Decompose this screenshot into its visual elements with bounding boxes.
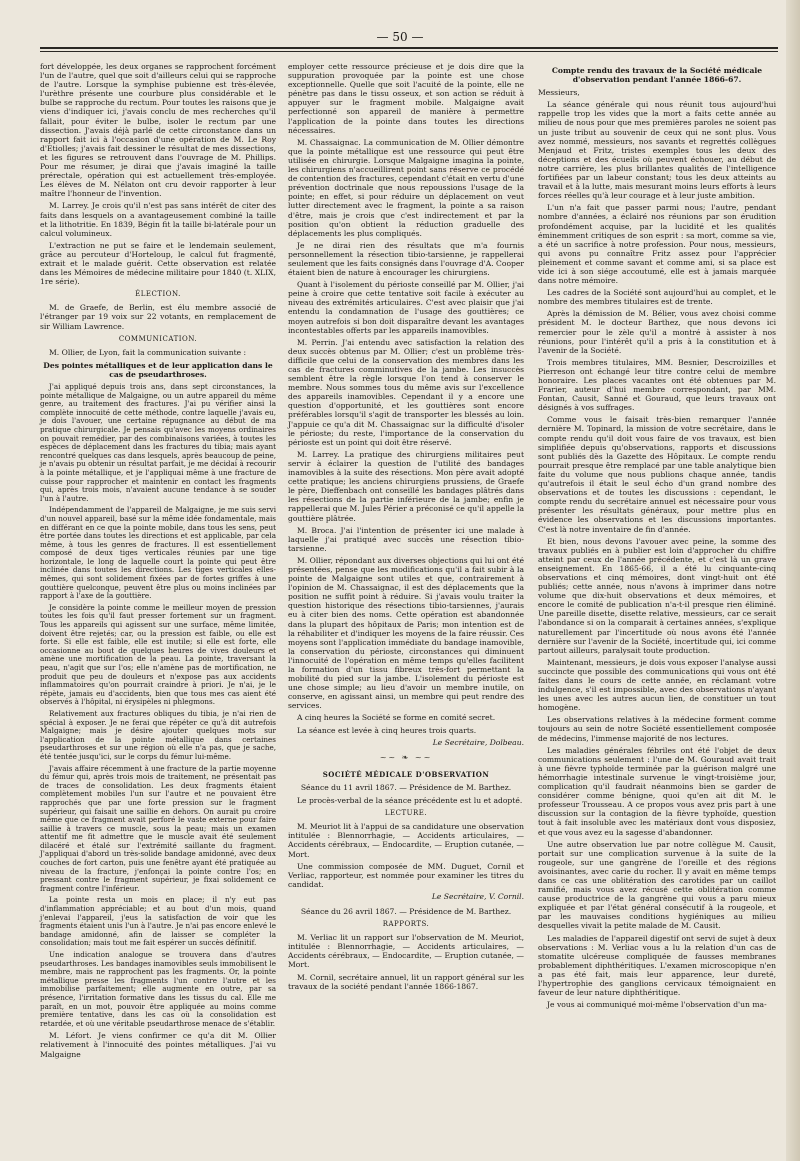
paragraph: M. Larrey. La pratique des chirurgiens militaires peut servir à éclairer la question de l'utilité des bandages inamovibles à la suite des résections. Mon père avait adopté cette pratique; les anciens chirurgiens prussiens, de Graefe le père, Dieffenbach ont conseillé les bandages plâtrés dans les résections de la partie inférieure de la jambe; enfin je rappellerai que M. Jules Périer a préconisé ce qu'il appelle la gouttière plâtrée. (288, 449, 524, 523)
paragraph: employer cette ressource précieuse et je dois dire que la suppuration provoquée par la pointe est une chose exceptionnelle. Quelle que soit l'acuité de la pointe, elle ne pénètre pas dans le tissu osseux, et son action se réduit à appuyer sur le fragment mobile. Malgaigne avait perfectionné son appareil de manière à permettre l'application de la pointe dans toutes les directions nécessaires. (288, 62, 524, 135)
section-heading: RAPPORTS. (382, 920, 430, 929)
paragraph: L'extraction ne put se faire et le lendemain seulement, grâce au percuteur d'Horteloup, le calcul fut fragmenté, extrait et le malade guérit. Cette observation est relatée dans les Mémoires de médecine militaire pour 1840 (t. XLIX, 1re série). (40, 240, 276, 287)
paragraph: Je ne dirai rien des résultats que m'a fournis personnellement la résection tibio-tarsienne, je rappellerai seulement que les faits consignés dans l'ouvrage d'A. Cooper étaient bien de nature à encourager les chirurgiens. (288, 240, 524, 278)
paragraph: Le procès-verbal de la séance précédente est lu et adopté. (297, 796, 523, 806)
paragraph: Après la démission de M. Bélier, vous avez choisi comme président M. le docteur Barthez, que nous devons ici remercier pour le zèle qu'il a montré à assister à nos réunions, pour l'intérêt qu'il a pris à la constitution et à l'avenir de la Société. (538, 309, 776, 355)
report-title: Compte rendu des travaux de la Société médicale d'observation pendant l'année 1866-67. (551, 66, 763, 85)
paragraph: Trois membres titulaires, MM. Besnier, Descroizilles et Pierreson ont échangé leur titre contre celui de membre honoraire. Les places vacantes ont été obtenues par M. Frarier, auteur d'hui membre correspondant, par MM. Fontan, Causit, Sanné et Gouraud, que leurs travaux ont désignés à vos suffrages. (538, 357, 776, 413)
signature: Le Secrétaire, V. Cornil. (431, 891, 524, 901)
header-rule (40, 47, 778, 49)
page-header (0, 20, 800, 54)
paragraph: M. Ollier, répondant aux diverses objections qui lui ont été présentées, pense que les modifications qu'il a fait subir à la pointe de Malgaigne sont utiles et que, contrairement à l'opinion de M. Chassaignac, il est des déplacements que la position ne suffit point à réduire. Si j'avais voulu traiter la question historique des résections tibio-tarsiennes, j'aurais eu à citer bien des noms. Cette opération est abandonnée dans la plupart des hôpitaux de Paris; mon intention est de la réhabiliter et d'indiquer les moyens de la faire réussir. Ces moyens sont l'application immédiate du bandage inamovible, la conservation du périoste, circonstances qui diminuent l'innocuité de l'opération en même temps qu'elles facilitent la formation d'un tissu fibreux très-fort permettant la mobilité du pied sur la jambe. L'isolement du périoste est une chose simple; au lieu d'avoir un membre inutile, on conserve, en agissant ainsi, un membre qui peut rendre des services. (288, 555, 524, 711)
article-title: Des pointes métalliques et de leur application dans le cas de pseudarthroses. (43, 360, 273, 379)
paragraph: Je vous ai communiqué moi-même l'observation d'un ma- (547, 1000, 767, 1010)
society-title: SOCIÉTÉ MÉDICALE D'OBSERVATION (322, 769, 490, 779)
paragraph: M. Larrey. Je crois qu'il n'est pas sans intérêt de citer des faits dans lesquels on a avantageusement combiné la taille et la lithotritie. En 1839, Bégin fit la taille bi-latérale pour un calcul volumineux. (40, 201, 276, 238)
paragraph: L'un n'a fait que passer parmi nous; l'autre, pendant nombre d'années, a éclairé nos réunions par son érudition profondément acquise, par la lucidité et les qualités éminemment critiques de son esprit : sa mort, comme sa vie, a été un sacrifice à notre profession. Pour nous, messieurs, qui avons pu connaître Fritz assez pour l'apprécier pleinement et comme savant et comme ami, si sa place est vide ici à son siége accoutumé, elle est à jamais marquée dans notre mémoire. (538, 203, 776, 286)
paragraph: M. Léfort. Je viens confirmer ce qu'a dit M. Ollier relativement à l'innocuité des pointes métalliques. J'ai vu Malgaigne (40, 1031, 276, 1059)
paragraph: Une commission composée de MM. Duguet, Cornil et Verliac, rapporteur, est nommée pour examiner les titres du candidat. (288, 861, 524, 889)
section-heading: COMMUNICATION. (118, 334, 198, 343)
paragraph: J'ai appliqué depuis trois ans, dans sept circonstances, la pointe métallique de Malgaigne, ou un autre appareil du même genre, au traitement des fractures. J'ai pu vérifier ainsi la complète innocuité de cette méthode, contre laquelle j'avais eu, je dois l'avouer, une certaine répugnance au début de ma pratique chirurgicale. Je pensais qu'avec les moyens ordinaires on pouvait remédier, par des combinaisons variées, à toutes les espèces de déplacement dans les fractures du tibia; mais ayant rencontré quelques cas dans lesquels, après beaucoup de peine, je n'avais pu obtenir un résultat parfait, je me décidai à recourir à la pointe métallique, et je l'appliquai même à une fracture de cuisse pour rapprocher et maintenir en contact les fragments qui, après trois mois, n'avaient aucune tendance à se souder l'un à l'autre. (40, 382, 276, 503)
paragraph: Les maladies générales fébriles ont été l'objet de deux communications seulement : l'une de M. Gouraud avait trait à une fièvre typhoïde terminée par la guérison malgré une hémorrhagie intestinale survenue le vingt-troisième jour, complication qu'il faudrait néanmoins bien se garder de considérer comme bénigne, quoi qu'en ait dit M. le professeur Trousseau. A ce propos vous avez pris part à une discussion sur la contagion de la fièvre typhoïde, question tout à fait insoluble avec les matériaux dont vous disposiez, et que vous avez eu la sagesse d'abandonner. (538, 745, 776, 837)
paragraph: La pointe resta un mois en place; il n'y eut pas d'inflammation appréciable; et au bout d'un mois, quand j'enlevai l'appareil, j'eus la satisfaction de voir que les fragments étaient unis l'un à l'autre. Je n'ai pas encore enlevé le bandage amidonné, afin de laisser se compléter la consolidation; mais tout me fait espérer un succès définitif. (40, 895, 276, 948)
header-rule-thin (40, 51, 778, 52)
section-heading: ÉLECTION. (135, 290, 181, 299)
page-edge-shadow (786, 0, 800, 1161)
column-3 (538, 62, 776, 1012)
paragraph: Une autre observation lue par notre collègue M. Causit, portait sur une complication survenue à la suite de la rougeole, sur une gangrène de l'oreille et des régions avoisinantes, avec carie du rocher. Il y avait en même temps dans ce cas une oblitération des carotides par un caillot ramifié, mais vous avez récusé cette oblitération comme cause productrice de la gangrène qui vous a paru mieux expliquée et par l'état général consécutif à la rougeole, et par les mauvaises conditions hygiéniques au milieu desquelles vivait la petite malade de M. Causit. (538, 839, 776, 931)
paragraph: Maintenant, messieurs, je dois vous exposer l'analyse aussi succincte que possible des communications qui vous ont été faites dans le cours de cette année, en réclamant votre indulgence, s'il est impossible, avec des observations n'ayant les unes avec les autres aucun lien, de constituer un tout homogène. (538, 657, 776, 713)
column-1 (40, 62, 276, 1062)
paragraph: J'avais affaire récemment à une fracture de la partie moyenne du fémur qui, après trois mois de traitement, ne présentait pas de traces de consolidation. Les deux fragments étaient complètement mobiles l'un sur l'autre et ne pouvaient être rapprochés que par une forte pression sur le fragment supérieur, qui faisait une saillie en dehors. On aurait pu croire même que ce fragment avait perforé le vaste externe pour faire saillie à travers ce muscle, sous la peau; mais un examen attentif me fit admettre que le muscle avait été seulement dilacéré et étalé sur l'extrémité saillante du fragment. J'appliquai d'abord un très-solide bandage amidonné, avec deux couches de fort carton, puis une fenêtre ayant été pratiquée au niveau de la fracture, j'enfonçai la pointe contre l'os; en pressant contre le fragment supérieur, je fixai solidement ce fragment contre l'inférieur. (40, 763, 276, 893)
section-heading: LECTURE. (384, 809, 428, 818)
paragraph: M. Perrin. J'ai entendu avec satisfaction la relation des deux succès obtenus par M. Ollier; c'est un problème très-difficile que celui de la conservation des membres dans les cas de fractures comminutives de la jambe. Les insuccès semblent être la règle lorsque l'on tend à conserver le membre. Nous sommes tous du même avis sur l'excellence des appareils inamovibles. Cependant il y a encore une question d'opportunité, et les gouttières sont encore préférables lorsqu'il s'agit de transporter les blessés au loin. J'appuie ce qu'a dit M. Chassaignac sur la difficulté d'isoler le périoste; du reste, l'importance de la conservation du périoste est un point qui doit être réservé. (288, 337, 524, 447)
paragraph: Comme vous le faisait très-bien remarquer l'année dernière M. Topinard, la mission de votre secrétaire, dans le compte rendu qu'il doit vous faire de vos travaux, est bien simplifiée depuis qu'observations, rapports et discussions sont publiés dès la Gazette des Hôpitaux. Le compte rendu pourrait presque être remplacé par une table analytique bien faite du volume que nous publions chaque année, tandis qu'autrefois il était le seul écho d'un grand nombre des observations et de toutes les discussions : cependant, le compte rendu du secrétaire annuel est nécessaire pour vous présenter les résultats généraux, pour mettre plus en évidence les observations et les discussions importantes. C'est là notre inventaire de fin d'année. (538, 415, 776, 534)
paragraph: Quant à l'isolement du périoste conseillé par M. Ollier, j'ai peine à croire que cette tentative soit facile à exécuter au niveau des extrémités articulaires. C'est avec plaisir que j'ai entendu la condamnation de l'usage des gouttières; ce moyen autrefois si bon doit disparaître devant les avantages incontestables offerts par les appareils inamovibles. (288, 280, 524, 335)
paragraph: Les cadres de la Société sont aujourd'hui au complet, et le nombre des membres titulaires est de trente. (538, 288, 776, 307)
paragraph: M. de Graefe, de Berlin, est élu membre associé de l'étranger par 19 voix sur 22 votants, en remplacement de sir William Lawrence. (40, 303, 276, 331)
paragraph: Relativement aux fractures obliques du tibia, je n'ai rien de spécial à exposer. Je ne ferai que répéter ce qu'à dit autrefois Malgaigne; mais je désire ajouter quelques mots sur l'application de la pointe métallique dans certaines pseudarthroses et sur une région où elle n'a pas, que je sache, été tentée jusqu'ici, sur le corps du fémur lui-même. (40, 708, 276, 761)
meeting-date: Séance du 26 avril 1867. — Présidence de M. Barthez. (300, 906, 512, 916)
paragraph: M. Verliac lit un rapport sur l'observation de M. Meuriot, intitulée : Blennorrhagie, — Accidents articulaires, — Accidents cérébraux, — Endocardite, — Eruption cutanée, — Mort. (288, 933, 524, 970)
paragraph: M. Chassaignac. La communication de M. Ollier démontre que la pointe métallique est une ressource qui peut être utilisée en chirurgie. Lorsque Malgaigne imagina la pointe, les chirurgiens n'accueillirent point sans réserve ce procédé de contention des fractures, cependant c'était en vertu d'une prévention doctrinale que nous repoussions l'usage de la pointe; en effet, si pour réduire un déplacement on veut lutter directement avec le fragment, la pointe a sa raison d'être, mais je crois que c'est indirectement et par la position qu'on obtient la réduction graduelle des déplacements les plus compliqués. (288, 137, 524, 238)
signature: Le Secrétaire, Dolbeau. (432, 737, 524, 747)
salutation: Messieurs, (538, 88, 580, 98)
paragraph: M. Cornil, secrétaire annuel, lit un rapport général sur les travaux de la société pendant l'année 1866-1867. (288, 972, 524, 991)
paragraph: fort développée, les deux organes se rapprochent forcément l'un de l'autre, quel que soit d'ailleurs celui qui se rapproche de l'autre. Lorsque la symphise pubienne est très-élevée, l'urèthre présente une courbure plus considérable et le bulbe se rapproche du rectum. Pour toutes les raisons que je viens d'indiquer ici, j'avais conclu de mes recherches qu'il fallait, pour éviter le bulbe, isoler le rectum par une dissection. J'avais déjà parlé de cette circonstance dans un rapport fait ici à l'occasion d'une opération de M. Le Roy d'Etiolles; j'avais fait dessiner le résultat de mes dissections, et les figures se retrouvent dans l'ouvrage de M. Phillips. Pour me résumer, je dirai que j'avais imaginé la taille prérectale, opération qui est actuellement très-employée. Les élèves de M. Nélaton ont cru devoir rapporter à leur maître l'honneur de l'invention. (40, 62, 276, 199)
paragraph: M. Meuriot lit à l'appui de sa candidature une observation intitulée : Blennorrhagie, — Accidents articulaires, — Accidents cérébraux, — Endocardite, — Eruption cutanée, — Mort. (288, 822, 524, 859)
paragraph: Et bien, nous devons l'avouer avec peine, la somme des travaux publiés en à publier est loin d'approcher du chiffre atteint par ceux de l'année précédente, et c'est là un grave enseignement. En 1865-66, il a été lu cinquante-cinq observations et cinq mémoires, dont vingt-huit ont été publiés; cette année, nous n'avons à imprimer dans notre volume que dix-huit observations et deux mémoires, et encore le comité de publication n'a-t-il presque rien éliminé. Une pareille disette, disette relative, messieurs, car ce serait l'abondance si on la comparait à certaines années, s'explique naturellement par l'incertitude où nous avons été l'année dernière sur l'avenir de la Société, incertitude qui, ici comme partout ailleurs, paralysait toute production. (538, 536, 776, 655)
paragraph: Une indication analogue se trouvera dans d'autres pseudarthroses. Les bandages inamovibles seuls immobilisent le membre, mais ne rapprochent pas les fragments. Or, la pointe métallique presse les fragments l'un contre l'autre et les immobilise parfaitement; elle augmente en outre, par sa présence, l'irritation formative dans les tissus du cal. Elle me paraît, en un mot, pouvoir être appliquée au moins comme première tentative, dans les cas où la consolidation est retardée, et où une véritable pseudarthrose menace de s'établir. (40, 950, 276, 1028)
paragraph: Je considère la pointe comme le meilleur moyen de pression toutes les fois qu'il faut presser fortement sur un fragment. Tous les appareils qui agissent sur une surface, même limitée, doivent être rejetés; car, ou la pression est faible, ou elle est forte. Si elle est faible, elle est inutile; si elle est forte, elle occasionne au bout de quelques heures de vives douleurs et amène une mortification de la peau. La pointe, traversant la peau, n'agit que sur l'os; elle n'amène pas de mortification, ne produit que peu de douleurs et n'expose pas aux accidents inflammatoires qu'on pourrait craindre à priori. Je n'ai, je le répète, jamais eu d'accidents, bien que tous mes cas aient été observés à l'hôpital, ni érysipèles ni phlegmons. (40, 602, 276, 707)
meeting-date: Séance du 11 avril 1867. — Présidence de M. Barthez. (300, 782, 512, 792)
paragraph: M. Ollier, de Lyon, fait la communication suivante : (49, 347, 247, 357)
paragraph: M. Broca. J'ai l'intention de présenter ici une malade à laquelle j'ai pratiqué avec succès une résection tibio-tarsienne. (288, 525, 524, 553)
paragraph: A cinq heures la Société se forme en comité secret. (297, 713, 496, 723)
paragraph: La séance générale qui nous réunit tous aujourd'hui rappelle trop les vides que la mort a faits cette année au milieu de nous pour que mes premières paroles ne soient pas un juste tribut au souvenir de ceux qui ne sont plus. Vous avez nommé, messieurs, nos savants et regrettés collègues Menjaud et Fritz, tristes exemples tous les deux des déceptions et des écueils où peuvent échouer, au début de notre carrière, les plus brillantes qualités de l'intelligence fortifiées par un labeur constant; tous les deux atteints au travail et à la lutte, mais mesurant moins leurs efforts à leurs forces réelles qu'à leur courage et à leur juste ambition. (538, 100, 776, 201)
ornament-divider: ~~ ❧ ~~ (379, 752, 433, 762)
page-number: — 50 — (376, 30, 424, 44)
paragraph: Les observations relatives à la médecine forment comme toujours au sein de notre Société essentiellement composée de médecins, l'immense majorité de nos lectures. (538, 715, 776, 743)
paragraph: Les maladies de l'appareil digestif ont servi de sujet à deux observations : M. Verliac vous a lu la relation d'un cas de stomatite ulcéreuse compliquée de fausses membranes probablement diphthéritiques. L'examen microscopique n'en a pas été fait, mais leur apparence, leur dureté, l'hypertrophie des ganglions cervicaux témoignaient en faveur de leur nature diphthéritique. (538, 933, 776, 998)
paragraph: La séance est levée à cinq heures trois quarts. (297, 725, 477, 735)
paragraph: Indépendamment de l'appareil de Malgaigne, je me suis servi d'un nouvel appareil, basé sur la même idée fondamentale, mais en différant en ce que la pointe mobile, dans tous les sens, peut être portée dans toutes les directions et est applicable, par cela même, à tous les genres de fractures. Il est essentiellement composé de deux tiges verticales réunies par une tige horizontale, le long de laquelle court la pointe qui peut être inclinée dans toutes les directions. Les tiges verticales elles-mêmes, qui sont solidement fixées par de fortes griffes à une gouttière quelconque, peuvent être plus ou moins inclinées par rapport à l'axe de la gouttière. (40, 505, 276, 601)
column-2 (288, 62, 524, 994)
